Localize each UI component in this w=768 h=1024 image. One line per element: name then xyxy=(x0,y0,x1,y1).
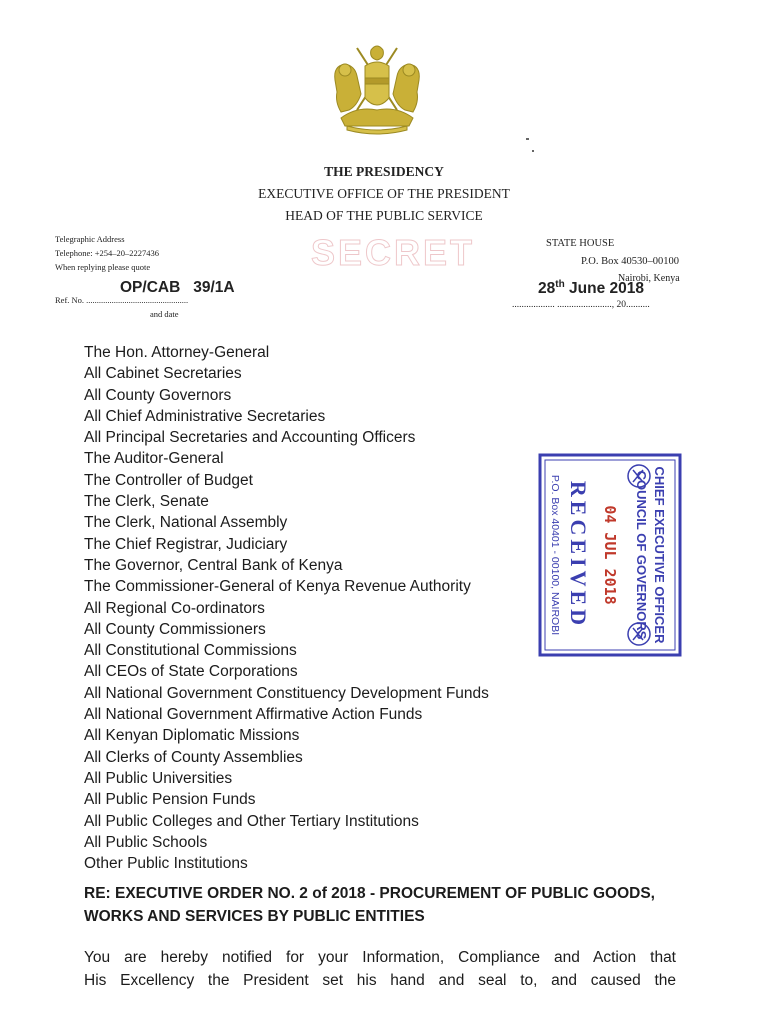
date-suffix: th xyxy=(555,279,565,290)
addressee-item: All Principal Secretaries and Accounting Officers xyxy=(84,429,416,447)
addressee-item: All Constitutional Commissions xyxy=(84,642,297,660)
letterhead-office: EXECUTIVE OFFICE OF THE PRESIDENT xyxy=(258,186,510,201)
body-line-1: You are hereby notified for your Information, Compliance and Action that xyxy=(84,949,676,966)
addressee-item: The Clerk, National Assembly xyxy=(84,514,288,532)
addressee-item: All Clerks of County Assemblies xyxy=(84,748,303,766)
addressee-item: All CEOs of State Corporations xyxy=(84,663,298,681)
addressee-item: The Controller of Budget xyxy=(84,471,253,489)
addressee-item: The Commissioner-General of Kenya Revenue Authority xyxy=(84,578,471,596)
body-line-2: His Excellency the President set his hand and seal to, and caused the xyxy=(84,972,676,989)
addressee-item: All Public Pension Funds xyxy=(84,791,256,809)
received-stamp xyxy=(537,452,683,658)
received-word: RECEIVED xyxy=(566,480,591,630)
addressee-item: All National Government Affirmative Action Funds xyxy=(84,706,423,724)
address-state-house: STATE HOUSE xyxy=(546,238,615,249)
addressee-item: All Kenyan Diplomatic Missions xyxy=(84,727,300,745)
letter-date xyxy=(538,279,644,298)
received-org-line1: CHIEF EXECUTIVE OFFICER xyxy=(652,466,667,644)
reference-number: OP/CAB 39/1A xyxy=(120,279,235,296)
addressee-item: All Public Schools xyxy=(84,833,208,851)
telephone-number: Telephone: +254–20–2227436 xyxy=(55,248,160,258)
addressee-item: All Public Colleges and Other Tertiary Institutions xyxy=(84,812,419,830)
scan-speck xyxy=(526,138,529,140)
addressee-item: The Auditor-General xyxy=(84,450,224,468)
addressee-item: The Governor, Central Bank of Kenya xyxy=(84,556,343,574)
address-city: Nairobi, Kenya xyxy=(618,273,680,284)
addressee-item: All Chief Administrative Secretaries xyxy=(84,407,326,425)
body-paragraph xyxy=(84,946,676,992)
scan-speck xyxy=(532,150,534,152)
addressee-item: The Clerk, Senate xyxy=(84,493,209,511)
received-po-box: P.O. Box 40401 - 00100, NAIROBI xyxy=(549,474,561,636)
received-date: 04 JUL 2018 xyxy=(601,505,619,605)
date-month-year: June 2018 xyxy=(569,280,644,298)
ref-no-label: Ref. No. ................................................ xyxy=(55,295,189,305)
addressee-item: All County Commissioners xyxy=(84,620,266,638)
and-date-label: and date xyxy=(150,309,179,319)
replying-note: When replying please quote xyxy=(55,262,151,272)
addressee-item: All Regional Co-ordinators xyxy=(84,599,265,617)
addressee-item: All Public Universities xyxy=(84,769,233,787)
letterhead-title: THE PRESIDENCY xyxy=(324,164,444,179)
date-day: 28 xyxy=(538,280,556,298)
addressee-item: All Cabinet Secretaries xyxy=(84,365,242,383)
coat-of-arms-emblem xyxy=(327,40,427,136)
addressee-list xyxy=(84,342,489,874)
addressee-item: Other Public Institutions xyxy=(84,855,248,873)
received-org-line2: COUNCIL OF GOVERNORS xyxy=(634,470,649,640)
subject-line: RE: EXECUTIVE ORDER NO. 2 of 2018 - PROCUREMENT OF PUBLIC GOODS, WORKS AND SERVICES BY PUBLIC ENTITIES xyxy=(84,885,655,925)
addressee-item: The Chief Registrar, Judiciary xyxy=(84,535,288,553)
telegraphic-address: Telegraphic Address xyxy=(55,234,125,244)
secret-stamp: SECRET xyxy=(311,232,476,273)
addressee-item: The Hon. Attorney-General xyxy=(84,344,270,361)
addressee-item: All County Governors xyxy=(84,386,232,404)
address-po-box: P.O. Box 40530–00100 xyxy=(581,256,680,267)
letterhead-service: HEAD OF THE PUBLIC SERVICE xyxy=(285,208,483,223)
addressee-item: All National Government Constituency Development Funds xyxy=(84,684,489,702)
date-dotted-line: .................. ......................., 20.......... xyxy=(512,300,650,310)
